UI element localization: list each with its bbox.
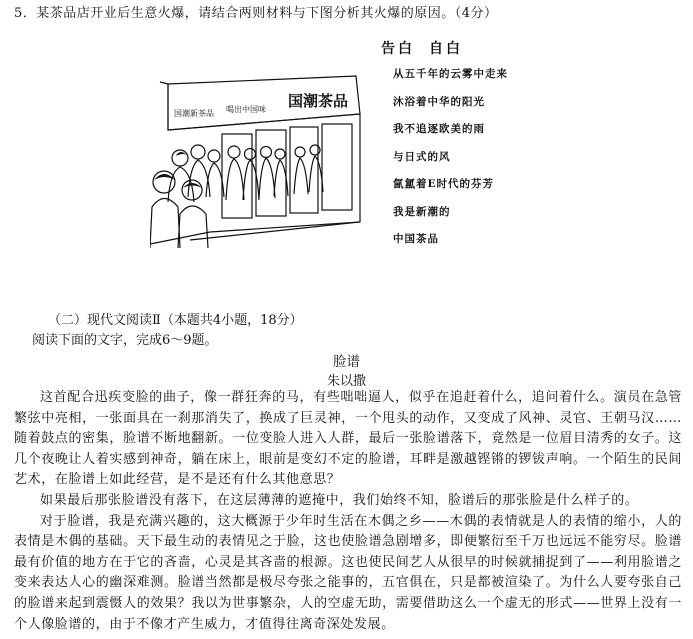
section-heading: （二）现代文阅读Ⅱ（本题共4小题，18分）: [48, 313, 303, 328]
passage-body: [14, 388, 682, 635]
passage-paragraph: 对于脸谱，我是充满兴趣的，这大概源于少年时生活在木偶之乡——木偶的表情就是人的表情的缩小，人的表情是木偶的基础。天下最生动的表情见之于脸，这也使脸谱急剧增多，即便繁衍至千万也远远不能穷尽。脸谱最有价值的地方在于它的吝啬，心灵是其吝啬的根源。这也使民间艺人从很早的时候就捕捉到了——利用脸谱之变来表达人心的幽深难测。脸谱当然都是极尽夸张之能事的，五官俱在，只是都被渲染了。为什么人要夸张自己的脸谱来起到震慑人的效果？我以为世事繁杂，人的空虚无助，需要借助这么一个虚无的形式——世界上没有一个人像脸谱的，由于不像才产生威力，才值得往离奇深处发展。: [14, 513, 682, 632]
poem-title: [381, 38, 463, 58]
passage-title: 脸谱: [333, 354, 360, 370]
poem-line: 从五千年的云雾中走来: [393, 68, 508, 80]
poem-title-right: 自白: [429, 41, 463, 57]
poem-line: 与日式的风: [393, 150, 451, 163]
question-5: 5．某茶品店开业后生意火爆，请结合两则材料与下图分析其火爆的原因。（4分）: [14, 6, 498, 21]
passage-paragraph: 这首配合迅疾变脸的曲子，像一群狂奔的马，有些咄咄逼人，似乎在追赶着什么，追问着什么。演员在急管繁弦中亮相，一张面具在一刹那消失了，换成了巨灵神，一个甩头的动作，又变成了风神、灵官、王朝马汉……随着鼓点的密集，脸谱不断地翻新。一位变脸人进入人群，最后一张脸谱落下，竟然是一位眉目清秀的女子。这几个夜晚让人着实感到神奇，躺在床上，眼前是变幻不定的脸谱，耳畔是激越铿锵的锣钹声响。一个陌生的民间艺术，在脸谱上如此经营，是不是还有什么其他意思？: [14, 390, 682, 488]
poem-title-left: 告白: [381, 41, 415, 57]
poem-line: 沐浴着中华的阳光: [393, 95, 485, 108]
section-instruction: 阅读下面的文字，完成6～9题。: [32, 333, 218, 348]
poem-line: 氤氲着E时代的芬芳: [393, 178, 495, 190]
passage-paragraph: 如果最后那张脸谱没有落下，在这层薄薄的遮掩中，我们始终不知，脸谱后的那张脸是什么样子的。: [40, 492, 639, 508]
poem-line: 我不追逐欧美的雨: [393, 123, 485, 135]
poem-line: 我是新潮的: [393, 205, 451, 218]
sign-brand-text: 国潮茶品: [288, 92, 349, 110]
sign-left-text: 国潮新茶品: [174, 109, 214, 118]
poem-lines: [393, 64, 508, 257]
passage-author: 朱以撒: [326, 374, 366, 389]
tea-shop-illustration: [150, 72, 362, 248]
poem-line: 中国茶品: [393, 233, 439, 245]
sign-middle-text: 喝出中国味: [226, 105, 266, 114]
